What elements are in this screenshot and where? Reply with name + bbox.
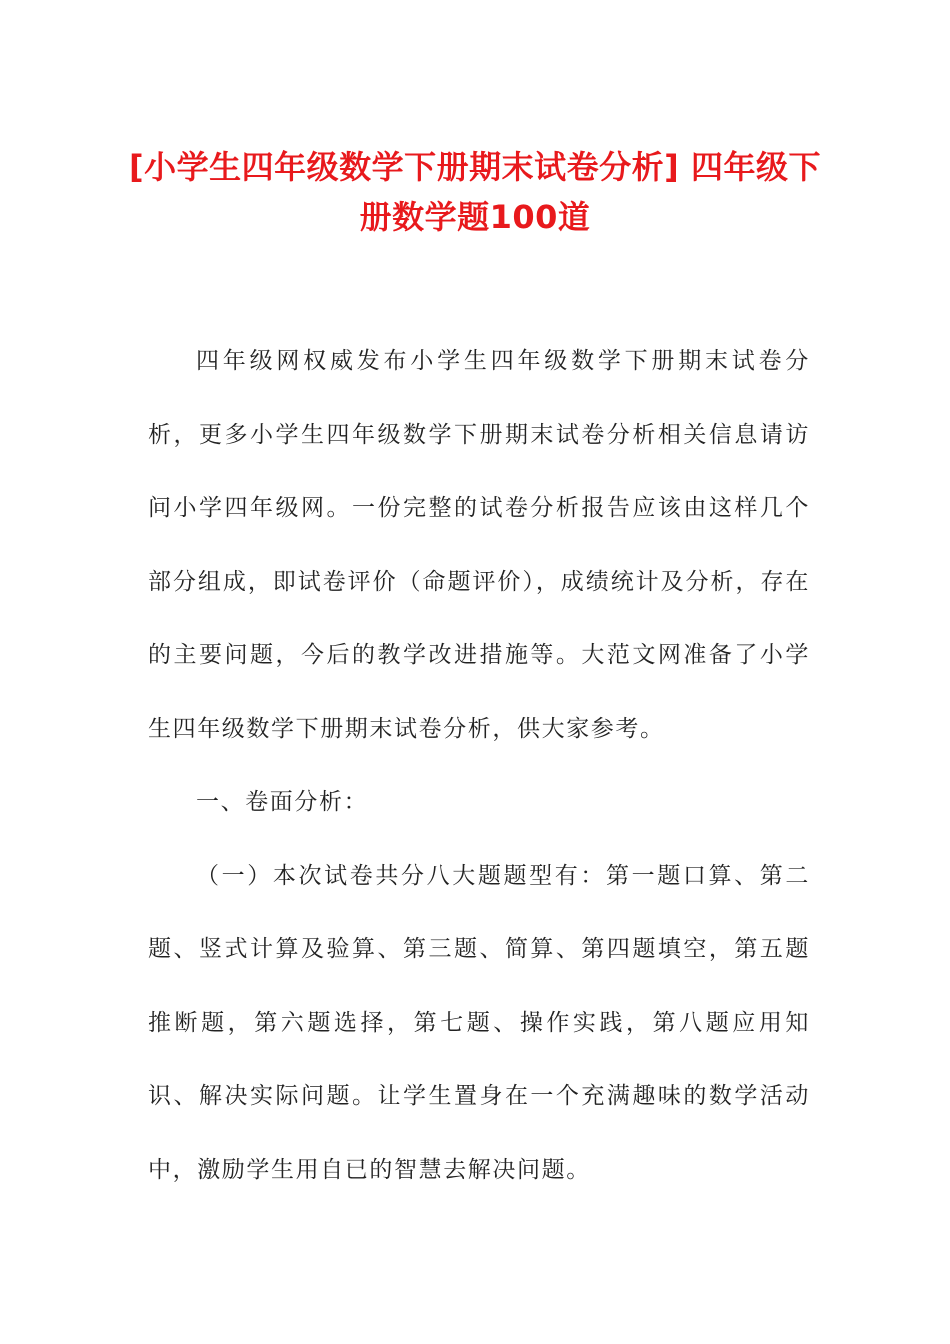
paragraph-intro: 四年级网权威发布小学生四年级数学下册期末试卷分析，更多小学生四年级数学下册期末试卷分析相关信息请访问小学四年级网。一份完整的试卷分析报告应该由这样几个部分组成，即试卷评价（命题评价），成绩统计及分析，存在的主要问题，今后的教学改进措施等。大范文网准备了小学生四年级数学下册期末试卷分析，供大家参考。 bbox=[148, 348, 810, 742]
paragraph-section-heading: 一、卷面分析： bbox=[196, 789, 369, 815]
document-body bbox=[148, 325, 810, 1207]
document-title: [小学生四年级数学下册期末试卷分析] 四年级下册数学题100道 bbox=[129, 148, 821, 236]
paragraph-section-1: （一）本次试卷共分八大题题型有：第一题口算、第二题、竖式计算及验算、第三题、简算、第四题填空，第五题推断题，第六题选择，第七题、操作实践，第八题应用知识、解决实际问题。让学生置身在一个充满趣味的数学活动中，激励学生用自已的智慧去解决问题。 bbox=[148, 862, 810, 1183]
